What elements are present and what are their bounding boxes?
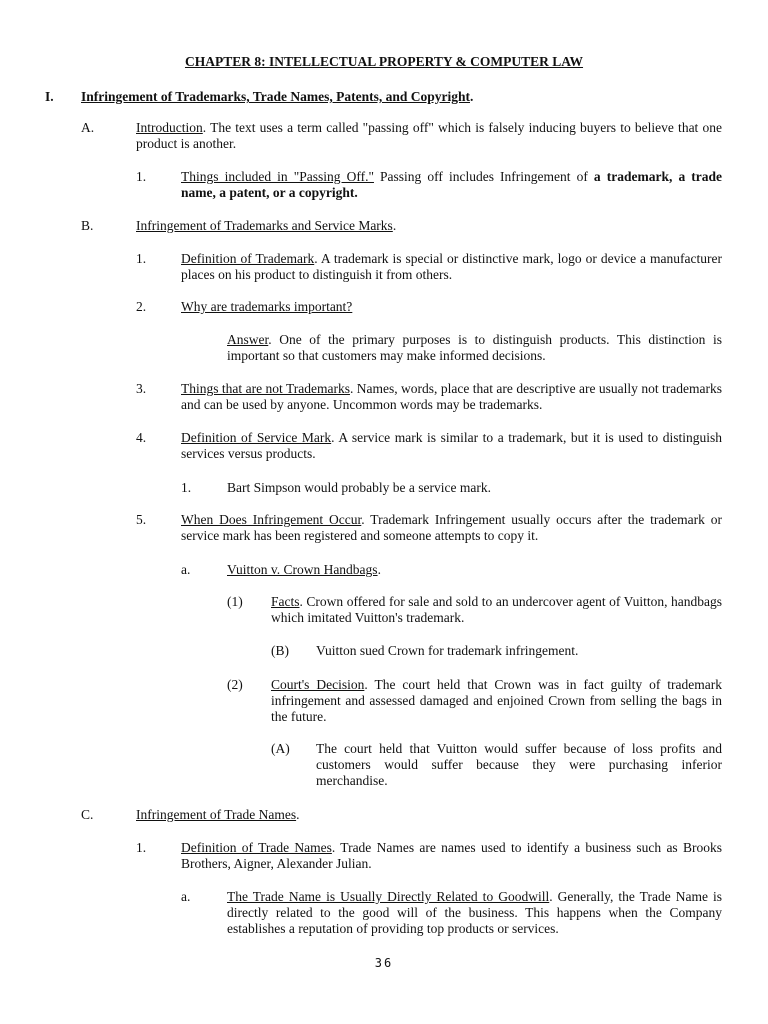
section-b-item3-marker: 3. (136, 381, 147, 396)
case-a-p1-sub-text: Vuitton sued Crown for trademark infringement. (316, 643, 579, 658)
case-a-heading-text: Vuitton v. Crown Handbags (227, 562, 378, 577)
case-a-p2-paragraph (271, 677, 722, 725)
section-i-heading (81, 89, 721, 105)
section-a-marker: A. (81, 120, 95, 135)
case-a-p1-text: . Crown offered for sale and sold to an undercover agent of Vuitton, handbags which imitated Vuitton's trademark. (271, 594, 722, 625)
case-a-p1-paragraph (271, 594, 722, 626)
section-c-heading-text: Infringement of Trade Names (136, 807, 297, 822)
case-a-p1-heading: Facts (271, 594, 300, 609)
section-b-item2-heading-text: Why are trademarks important? (181, 299, 353, 314)
section-b-item2-answer (227, 332, 722, 364)
section-a-item1-heading: Things included in "Passing Off." (181, 169, 374, 184)
page-number: 36 (374, 956, 394, 970)
case-a-p2-sub-paragraph (316, 741, 722, 789)
section-a-item1-paragraph (181, 169, 722, 201)
section-b-item3-text: . Names, words, place that are descriptive are usually not trademarks and can be used by anyone. Uncommon words may be trademarks. (181, 381, 722, 412)
case-a-p2-sub-text: The court held that Vuitton would suffer because of loss profits and customers would suffer because they were purchasing inferior merchandise. (316, 741, 722, 788)
section-b-item1-text: . A trademark is special or distinctive mark, logo or device a manufacturer places on his product to distinguish it from others. (181, 251, 722, 282)
section-b-marker: B. (81, 218, 94, 233)
section-a-item1-marker: 1. (136, 169, 147, 184)
section-a-heading: Introduction (136, 120, 203, 135)
section-b-heading-tail: . (392, 218, 397, 233)
section-c-item1-marker: 1. (136, 840, 147, 855)
section-b-item4-marker: 4. (136, 430, 147, 445)
section-c-heading-tail: . (296, 807, 300, 822)
section-i-heading-tail: . (470, 89, 474, 104)
section-b-item2-answer-label: Answer (227, 332, 269, 347)
section-b-item5-text: . Trademark Infringement usually occurs after the trademark or service mark has been registered and someone attempts to copy it. (181, 512, 722, 543)
section-c-marker: C. (81, 807, 94, 822)
case-a-p1-marker: (1) (227, 594, 243, 609)
section-b-item4-sub1-text: Bart Simpson would probably be a service mark. (227, 480, 491, 495)
section-b-item1-heading: Definition of Trademark (181, 251, 315, 266)
case-a-marker: a. (181, 562, 191, 577)
section-c-sub-a-paragraph (227, 889, 722, 937)
case-a-heading-tail: . (377, 562, 381, 577)
section-b-item5-paragraph (181, 512, 722, 544)
section-b-item4-paragraph (181, 430, 722, 462)
section-c-item1-heading: Definition of Trade Names (181, 840, 332, 855)
case-a-p2-marker: (2) (227, 677, 243, 692)
section-c-sub-a-text: . Generally, the Trade Name is directly related to the good will of the business. This happens when the Company establishes a reputation of providing top products or services. (227, 889, 722, 936)
section-c-heading (136, 807, 722, 823)
section-c-sub-a-marker: a. (181, 889, 191, 904)
section-b-item3-paragraph (181, 381, 722, 413)
case-a-p2-text: . The court held that Crown was in fact guilty of trademark infringement and assessed damaged and enjoined Crown from selling the bags in the future. (271, 677, 722, 724)
section-b-item2-answer-text: . One of the primary purposes is to distinguish products. This distinction is important so that customers may make informed decisions. (227, 332, 722, 363)
section-b-item4-text: . A service mark is similar to a trademark, but it is used to distinguish services versus products. (181, 430, 722, 461)
case-a-p2-sub-marker: (A) (271, 741, 290, 756)
section-b-item4-sub1-marker: 1. (181, 480, 192, 495)
section-b-item3-heading: Things that are not Trademarks (181, 381, 350, 396)
section-b-item2-marker: 2. (136, 299, 147, 314)
case-a-p2-heading: Court's Decision (271, 677, 365, 692)
section-b-item1-marker: 1. (136, 251, 147, 266)
section-i-marker: I. (45, 89, 54, 104)
section-b-item5-heading: When Does Infringement Occur (181, 512, 362, 527)
case-a-heading (227, 562, 722, 578)
section-b-item1-paragraph (181, 251, 722, 283)
section-a-item1-bold: a trademark, a trade name, a patent, or a copyright. (181, 169, 723, 200)
chapter-title: CHAPTER 8: INTELLECTUAL PROPERTY & COMPUTER LAW (184, 54, 584, 69)
section-i-heading-text: Infringement of Trademarks, Trade Names, Patents, and Copyright (81, 89, 470, 104)
section-c-sub-a-heading: The Trade Name is Usually Directly Related to Goodwill (227, 889, 550, 904)
section-c-item1-paragraph (181, 840, 722, 872)
section-b-item5-marker: 5. (136, 512, 147, 527)
section-a-text: . The text uses a term called "passing off" which is falsely inducing buyers to believe that one product is another. (136, 120, 722, 151)
case-a-p1-sub-marker: (B) (271, 643, 289, 658)
section-b-heading (136, 218, 722, 234)
section-a-paragraph (136, 120, 722, 152)
section-b-item2-heading (181, 299, 722, 315)
section-c-item1-text: . Trade Names are names used to identify a business such as Brooks Brothers, Aigner, Alexander Julian. (181, 840, 722, 871)
section-b-heading-text: Infringement of Trademarks and Service Marks (136, 218, 393, 233)
section-b-item4-heading: Definition of Service Mark (181, 430, 332, 445)
section-a-item1-text: Passing off includes Infringement of (373, 169, 594, 184)
